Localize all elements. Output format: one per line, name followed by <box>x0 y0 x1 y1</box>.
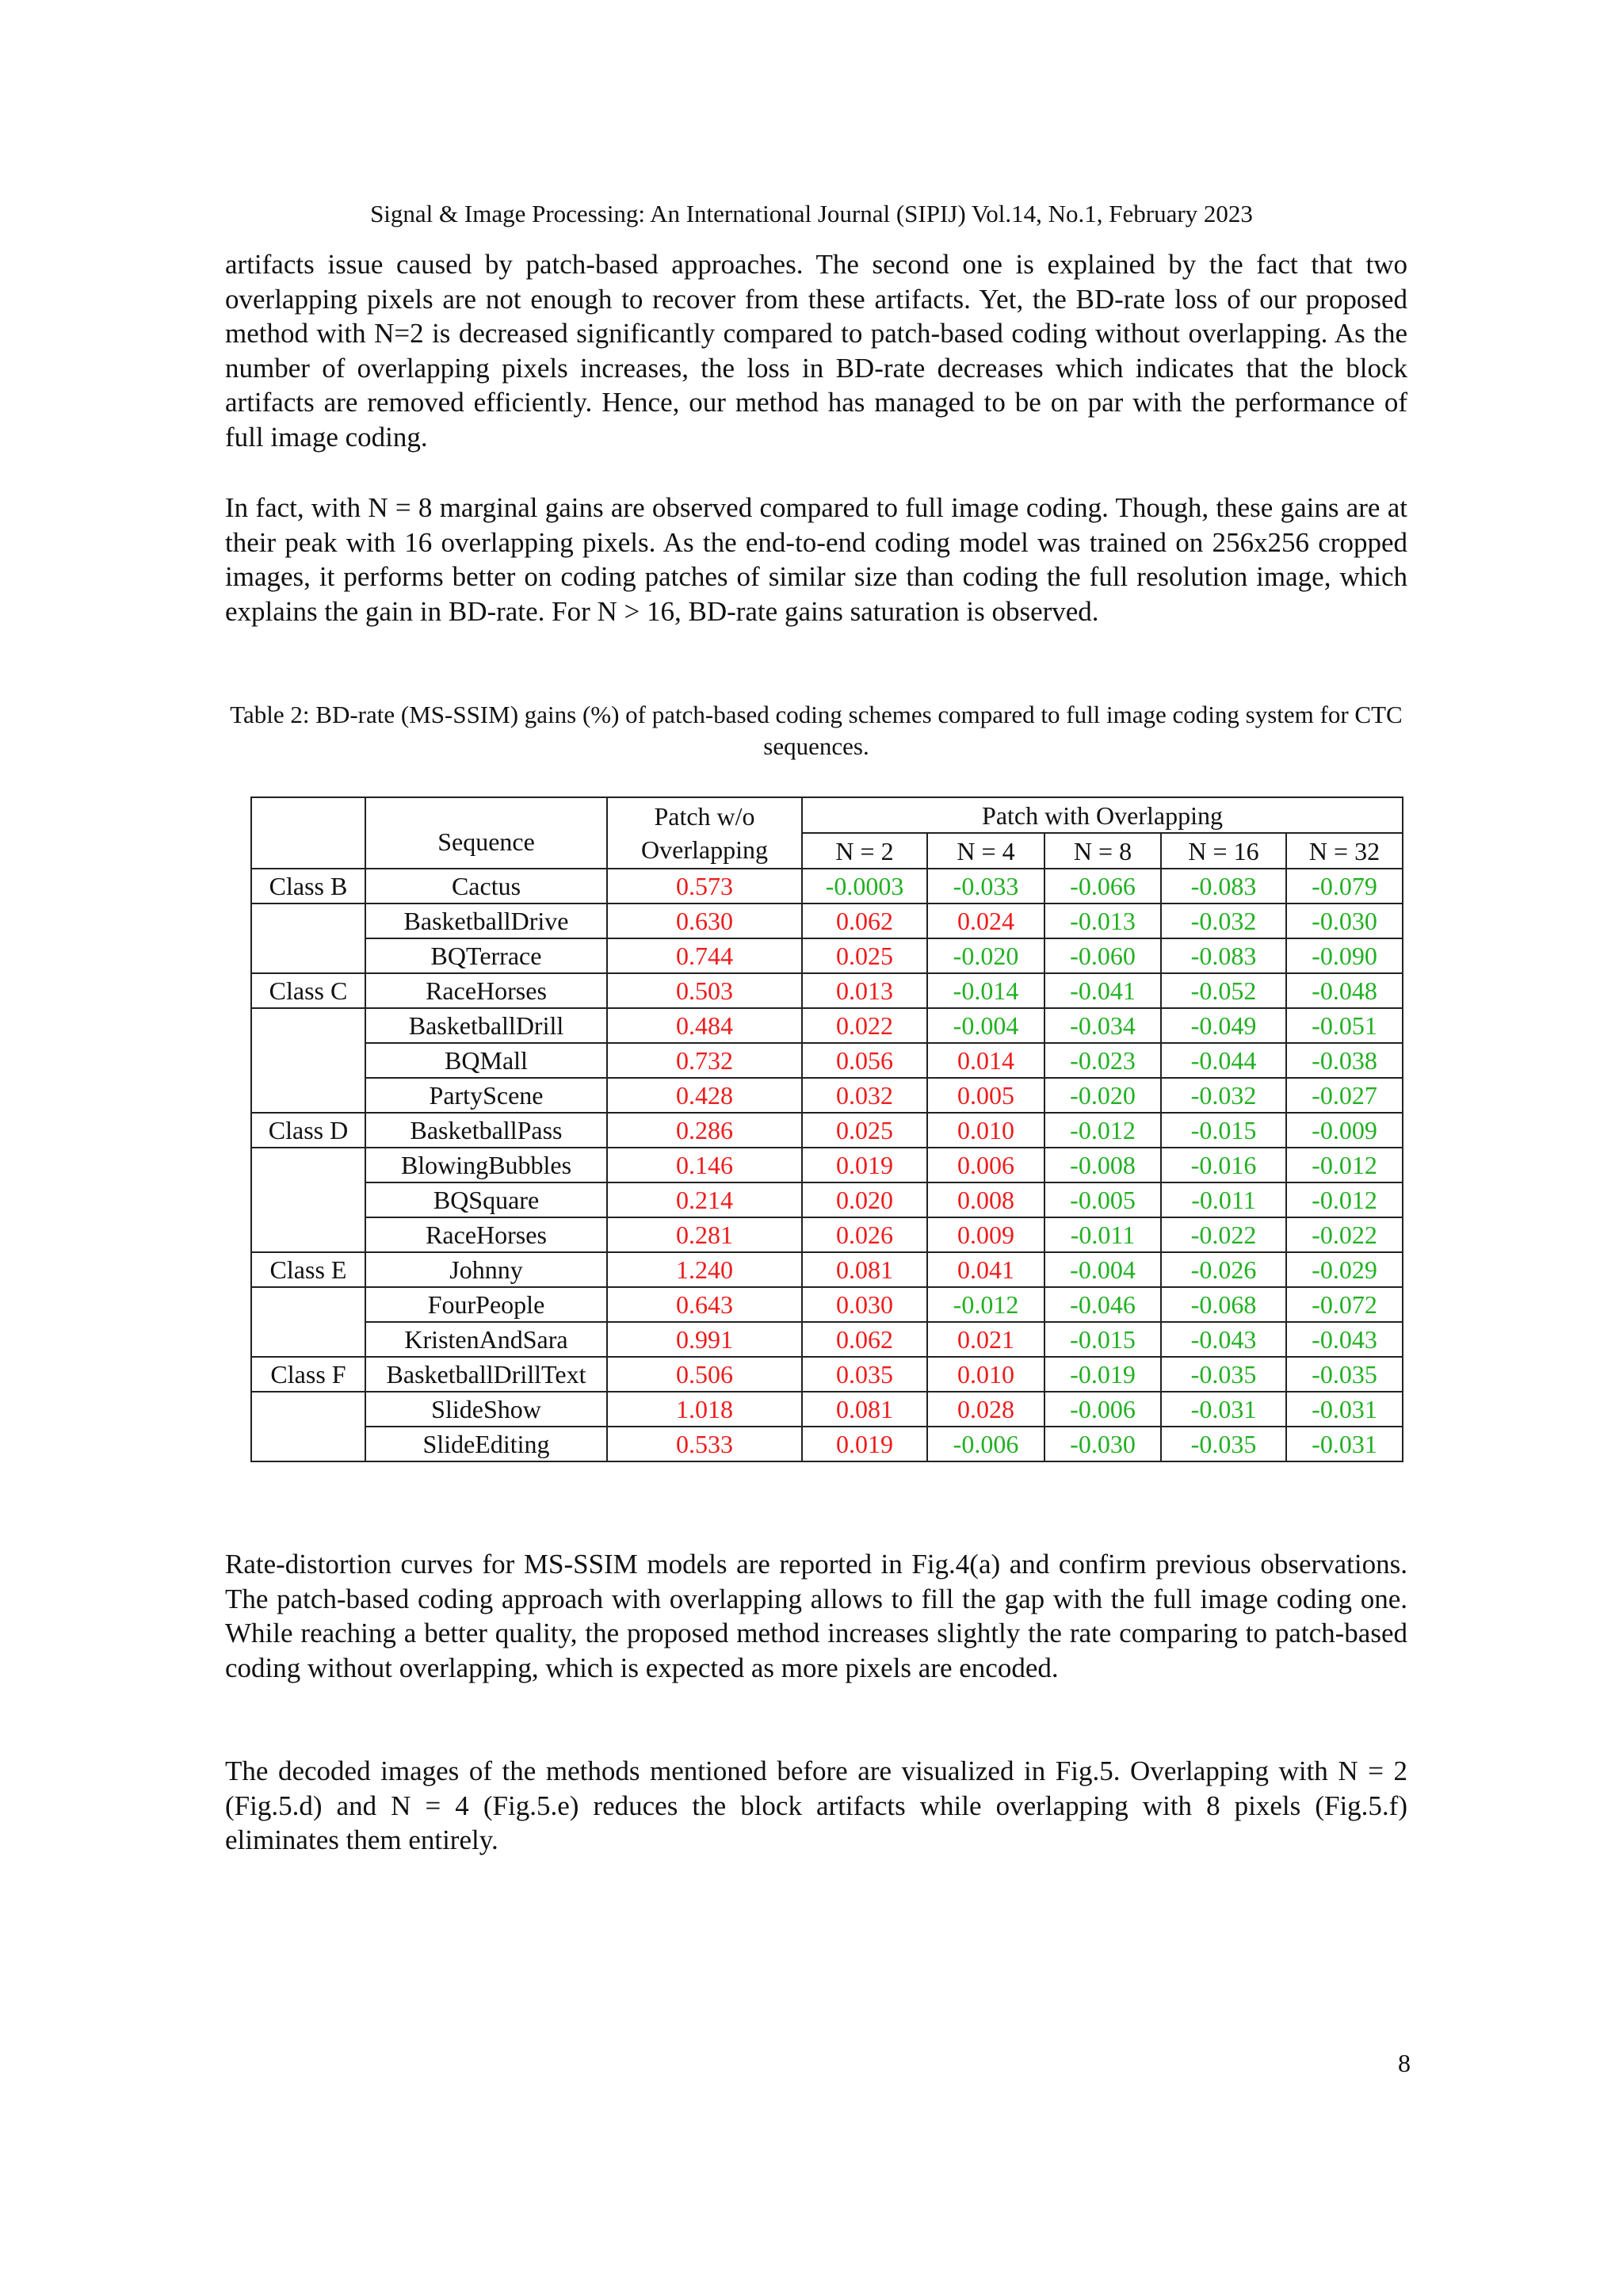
table-row <box>251 1217 1403 1252</box>
table-row <box>251 1252 1403 1287</box>
value-cell: -0.019 <box>1044 1357 1161 1392</box>
value-cell: -0.030 <box>1044 1427 1161 1461</box>
value-cell: -0.020 <box>1044 1078 1161 1113</box>
n-header-4: N = 32 <box>1286 833 1403 869</box>
table-row <box>251 1427 1403 1461</box>
sequence-name: RaceHorses <box>365 973 607 1008</box>
value-cell: -0.029 <box>1286 1252 1403 1287</box>
value-cell: 0.056 <box>802 1043 927 1078</box>
value-cell: -0.009 <box>1286 1113 1403 1148</box>
sequence-name: BasketballPass <box>365 1113 607 1148</box>
table-row <box>251 1148 1403 1182</box>
sequence-name: SlideShow <box>365 1392 607 1427</box>
value-cell: -0.035 <box>1161 1427 1286 1461</box>
value-cell: 0.014 <box>927 1043 1044 1078</box>
table-row <box>251 1008 1403 1043</box>
value-cell: 0.024 <box>927 904 1044 938</box>
value-cell: 0.506 <box>607 1357 802 1392</box>
class-label: Class E <box>251 1252 365 1287</box>
value-cell: 0.025 <box>802 938 927 973</box>
value-cell: 0.081 <box>802 1252 927 1287</box>
table-caption: Table 2: BD-rate (MS-SSIM) gains (%) of patch-based coding schemes compared to full image coding system for CTC sequences. <box>230 701 1403 760</box>
value-cell: -0.032 <box>1161 904 1286 938</box>
class-label <box>251 1148 365 1182</box>
value-cell: 0.744 <box>607 938 802 973</box>
table-row <box>251 1113 1403 1148</box>
value-cell: 0.021 <box>927 1322 1044 1357</box>
value-cell: 0.643 <box>607 1287 802 1322</box>
class-label: Class B <box>251 869 365 904</box>
value-cell: -0.072 <box>1286 1287 1403 1322</box>
value-cell: 0.533 <box>607 1427 802 1461</box>
value-cell: 0.022 <box>802 1008 927 1043</box>
value-cell: -0.079 <box>1286 869 1403 904</box>
table-row <box>251 973 1403 1008</box>
table-row <box>251 1287 1403 1322</box>
value-cell: -0.035 <box>1286 1357 1403 1392</box>
table-row <box>251 1043 1403 1078</box>
value-cell: 0.032 <box>802 1078 927 1113</box>
class-label <box>251 1078 365 1113</box>
value-cell: 0.019 <box>802 1148 927 1182</box>
value-cell: -0.026 <box>1161 1252 1286 1287</box>
paragraph-4: The decoded images of the methods mentioned before are visualized in Fig.5. Overlapping with N = 2 (Fig.5.d) and N = 4 (Fig.5.e) reduces the block artifacts while overlapping with 8 pixels (Fig.5.f) eliminates them entirely. <box>225 1755 1407 1855</box>
sequence-name: BasketballDrill <box>365 1008 607 1043</box>
value-cell: -0.031 <box>1286 1392 1403 1427</box>
value-cell: -0.022 <box>1286 1217 1403 1252</box>
value-cell: -0.060 <box>1044 938 1161 973</box>
class-label <box>251 1427 365 1461</box>
value-cell: 0.214 <box>607 1182 802 1217</box>
value-cell: 0.484 <box>607 1008 802 1043</box>
value-cell: -0.015 <box>1044 1322 1161 1357</box>
value-cell: -0.083 <box>1161 869 1286 904</box>
sequence-name: SlideEditing <box>365 1427 607 1461</box>
class-label <box>251 1008 365 1043</box>
value-cell: -0.066 <box>1044 869 1161 904</box>
table-row <box>251 1078 1403 1113</box>
paragraph-2: In fact, with N = 8 marginal gains are observed compared to full image coding. Though, these gains are at their peak with 16 overlapping pixels. As the end-to-end coding model was trained on 256x256 cropped images, it performs better on coding patches of similar size than coding the full resolution image, which explains the gain in BD-rate. For N > 16, BD-rate gains saturation is observed. <box>225 492 1407 627</box>
paragraph-3: Rate-distortion curves for MS-SSIM models are reported in Fig.4(a) and confirm previous observations. The patch-based coding approach with overlapping allows to fill the gap with the full image coding one. While reaching a better quality, the proposed method increases slightly the rate comparing to patch-based coding without overlapping, which is expected as more pixels are encoded. <box>225 1549 1407 1683</box>
value-cell: -0.034 <box>1044 1008 1161 1043</box>
value-cell: -0.031 <box>1286 1427 1403 1461</box>
sequence-name: BQTerrace <box>365 938 607 973</box>
value-cell: 0.286 <box>607 1113 802 1148</box>
value-cell: -0.015 <box>1161 1113 1286 1148</box>
value-cell: 0.041 <box>927 1252 1044 1287</box>
value-cell: -0.032 <box>1161 1078 1286 1113</box>
value-cell: -0.008 <box>1044 1148 1161 1182</box>
class-label <box>251 1392 365 1427</box>
class-label <box>251 904 365 938</box>
value-cell: -0.006 <box>1044 1392 1161 1427</box>
sequence-name: Cactus <box>365 869 607 904</box>
value-cell: -0.011 <box>1044 1217 1161 1252</box>
n-header-2: N = 8 <box>1044 833 1161 869</box>
value-cell: -0.023 <box>1044 1043 1161 1078</box>
value-cell: 0.008 <box>927 1182 1044 1217</box>
value-cell: 0.732 <box>607 1043 802 1078</box>
value-cell: -0.048 <box>1286 973 1403 1008</box>
class-label: Class D <box>251 1113 365 1148</box>
sequence-name: PartyScene <box>365 1078 607 1113</box>
value-cell: -0.027 <box>1286 1078 1403 1113</box>
value-cell: -0.043 <box>1286 1322 1403 1357</box>
sequence-name: Johnny <box>365 1252 607 1287</box>
table-row <box>251 1182 1403 1217</box>
value-cell: 0.010 <box>927 1357 1044 1392</box>
value-cell: -0.004 <box>927 1008 1044 1043</box>
value-cell: -0.049 <box>1161 1008 1286 1043</box>
value-cell: 1.240 <box>607 1252 802 1287</box>
value-cell: 0.146 <box>607 1148 802 1182</box>
bd-rate-table <box>250 797 1403 1462</box>
value-cell: -0.030 <box>1286 904 1403 938</box>
value-cell: -0.004 <box>1044 1252 1161 1287</box>
value-cell: -0.051 <box>1286 1008 1403 1043</box>
n-header-3: N = 16 <box>1161 833 1286 869</box>
value-cell: -0.020 <box>927 938 1044 973</box>
value-cell: 0.009 <box>927 1217 1044 1252</box>
value-cell: -0.0003 <box>802 869 927 904</box>
value-cell: 1.018 <box>607 1392 802 1427</box>
value-cell: -0.083 <box>1161 938 1286 973</box>
value-cell: -0.031 <box>1161 1392 1286 1427</box>
value-cell: -0.035 <box>1161 1357 1286 1392</box>
table-row <box>251 1392 1403 1427</box>
value-cell: 0.630 <box>607 904 802 938</box>
value-cell: -0.012 <box>1286 1148 1403 1182</box>
value-cell: -0.046 <box>1044 1287 1161 1322</box>
table-row <box>251 938 1403 973</box>
value-cell: -0.041 <box>1044 973 1161 1008</box>
value-cell: -0.052 <box>1161 973 1286 1008</box>
class-label <box>251 938 365 973</box>
sequence-name: BQSquare <box>365 1182 607 1217</box>
class-label <box>251 1043 365 1078</box>
page-number: 8 <box>1398 2049 1411 2077</box>
sequence-name: FourPeople <box>365 1287 607 1322</box>
value-cell: -0.033 <box>927 869 1044 904</box>
corner-cell <box>251 797 365 869</box>
value-cell: 0.025 <box>802 1113 927 1148</box>
sequence-name: KristenAndSara <box>365 1322 607 1357</box>
patch-wo-header: Patch w/o Overlapping <box>607 797 802 869</box>
class-label <box>251 1322 365 1357</box>
value-cell: -0.013 <box>1044 904 1161 938</box>
value-cell: -0.090 <box>1286 938 1403 973</box>
value-cell: -0.043 <box>1161 1322 1286 1357</box>
value-cell: 0.062 <box>802 1322 927 1357</box>
value-cell: -0.044 <box>1161 1043 1286 1078</box>
paragraph-1: artifacts issue caused by patch-based approaches. The second one is explained by the fact that two overlapping pixels are not enough to recover from these artifacts. Yet, the BD-rate loss of our proposed method with N=2 is decreased significantly compared to patch-based coding without overlapping. As the number of overlapping pixels increases, the loss in BD-rate decreases which indicates that the block artifacts are removed efficiently. Hence, our method has managed to be on par with the performance of full image coding. <box>225 249 1407 453</box>
value-cell: 0.035 <box>802 1357 927 1392</box>
value-cell: 0.028 <box>927 1392 1044 1427</box>
sequence-name: BlowingBubbles <box>365 1148 607 1182</box>
value-cell: -0.014 <box>927 973 1044 1008</box>
value-cell: 0.010 <box>927 1113 1044 1148</box>
value-cell: -0.012 <box>927 1287 1044 1322</box>
value-cell: -0.006 <box>927 1427 1044 1461</box>
class-label <box>251 1287 365 1322</box>
value-cell: -0.011 <box>1161 1182 1286 1217</box>
value-cell: -0.005 <box>1044 1182 1161 1217</box>
table-row <box>251 904 1403 938</box>
class-label <box>251 1217 365 1252</box>
n-header-1: N = 4 <box>927 833 1044 869</box>
sequence-name: RaceHorses <box>365 1217 607 1252</box>
value-cell: 0.005 <box>927 1078 1044 1113</box>
value-cell: 0.030 <box>802 1287 927 1322</box>
value-cell: -0.012 <box>1286 1182 1403 1217</box>
value-cell: 0.019 <box>802 1427 927 1461</box>
value-cell: 0.503 <box>607 973 802 1008</box>
value-cell: 0.428 <box>607 1078 802 1113</box>
value-cell: 0.991 <box>607 1322 802 1357</box>
value-cell: 0.013 <box>802 973 927 1008</box>
sequence-name: BasketballDrillText <box>365 1357 607 1392</box>
n-header-0: N = 2 <box>802 833 927 869</box>
sequence-name: BasketballDrive <box>365 904 607 938</box>
value-cell: 0.026 <box>802 1217 927 1252</box>
table-row <box>251 1322 1403 1357</box>
table-row <box>251 869 1403 904</box>
class-label: Class F <box>251 1357 365 1392</box>
sequence-name: BQMall <box>365 1043 607 1078</box>
value-cell: 0.081 <box>802 1392 927 1427</box>
patch-with-header: Patch with Overlapping <box>802 797 1403 833</box>
value-cell: 0.020 <box>802 1182 927 1217</box>
value-cell: 0.062 <box>802 904 927 938</box>
class-label <box>251 1182 365 1217</box>
value-cell: -0.012 <box>1044 1113 1161 1148</box>
value-cell: -0.068 <box>1161 1287 1286 1322</box>
value-cell: 0.573 <box>607 869 802 904</box>
sequence-header: Sequence <box>365 797 607 869</box>
running-header: Signal & Image Processing: An International Journal (SIPIJ) Vol.14, No.1, February 2023 <box>370 200 1253 227</box>
value-cell: 0.281 <box>607 1217 802 1252</box>
value-cell: 0.006 <box>927 1148 1044 1182</box>
value-cell: -0.022 <box>1161 1217 1286 1252</box>
table-row <box>251 1357 1403 1392</box>
value-cell: -0.038 <box>1286 1043 1403 1078</box>
value-cell: -0.016 <box>1161 1148 1286 1182</box>
class-label: Class C <box>251 973 365 1008</box>
